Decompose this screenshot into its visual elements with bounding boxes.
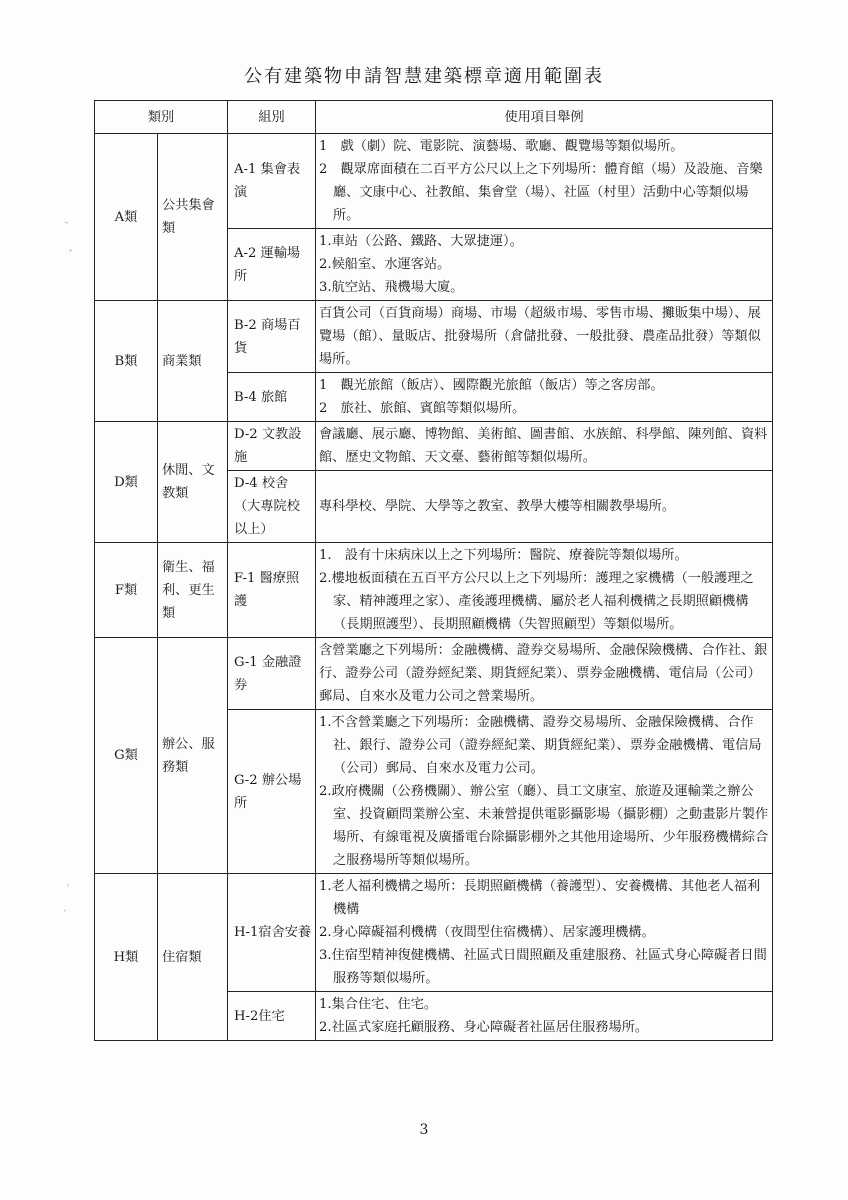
group-cell: H-2住宅	[228, 992, 316, 1041]
usage-cell	[316, 229, 773, 301]
scan-mark: ˇ	[68, 250, 73, 261]
usage-item: 1.車站（公路、鐵路、大眾捷運）。	[319, 234, 523, 249]
group-cell: H-1宿舍安養	[228, 874, 316, 992]
usage-cell	[316, 301, 773, 373]
subcategory-cell: 公共集會類	[158, 134, 228, 301]
document-title: 公有建築物申請智慧建築標章適用範圍表	[244, 66, 604, 87]
group-cell: G-1 金融證券	[228, 638, 316, 710]
group-cell: B-4 旅館	[228, 373, 316, 422]
group-cell: B-2 商場百貨	[228, 301, 316, 373]
scan-mark: ˉ	[64, 222, 69, 233]
usage-cell	[316, 134, 773, 229]
scan-mark: ˋ	[66, 885, 71, 896]
category-cell: B類	[95, 301, 158, 422]
table-row	[95, 422, 773, 471]
subcategory-cell: 休閒、文教類	[158, 422, 228, 543]
group-cell: G-2 辦公場所	[228, 710, 316, 874]
usage-item: 2 觀眾席面積在二百平方公尺以上之下列場所：體育館（場）及設施、音樂廳、文康中心、社教館、集會堂（場）、社區（村里）活動中心等類似場所。	[319, 162, 763, 223]
category-cell: G類	[95, 638, 158, 874]
group-cell: A-1 集會表演	[228, 134, 316, 229]
usage-item: 2 旅社、旅館、賓館等類似場所。	[319, 401, 526, 416]
scope-table	[94, 100, 773, 1041]
usage-item: 2.政府機關（公務機關）、辦公室（廳）、員工文康室、旅遊及運輸業之辦公室、投資顧問業辦公室、未兼營提供電影攝影場（攝影棚）之動畫影片製作場所、有線電視及廣播電台除攝影棚外之其他用途場所、少年服務機構綜合之服務場所等類似場所。	[319, 784, 769, 868]
usage-cell	[316, 710, 773, 874]
table-body	[95, 134, 773, 1041]
usage-item: 1 觀光旅館（飯店）、國際觀光旅館（飯店）等之客房部。	[319, 378, 664, 393]
usage-item: 專科學校、學院、大學等之教室、教學大樓等相關教學場所。	[319, 499, 676, 514]
usage-cell	[316, 638, 773, 710]
usage-cell	[316, 471, 773, 543]
usage-item: 1.集合住宅、住宅。	[319, 997, 438, 1012]
usage-item: 2.社區式家庭托顧服務、身心障礙者社區居住服務場所。	[319, 1020, 649, 1035]
usage-item: 會議廳、展示廳、博物館、美術館、圖書館、水族館、科學館、陳列館、資料館、歷史文物館、天文臺、藝術館等類似場所。	[319, 427, 768, 465]
usage-item: 百貨公司（百貨商場）商場、市場（超級市場、零售市場、攤販集中場）、展覽場（館）、量販店、批發場所（倉儲批發、一般批發、農產品批發）等類似場所。	[319, 306, 761, 367]
usage-cell	[316, 422, 773, 471]
group-cell: D-2 文教設施	[228, 422, 316, 471]
table-row	[95, 638, 773, 710]
category-cell: A類	[95, 134, 158, 301]
usage-item: 2.樓地板面積在五百平方公尺以上之下列場所：護理之家機構（一般護理之家、精神護理之家）、產後護理機構、屬於老人福利機構之長期照顧機構（長期照護型）、長期照顧機構（失智照顧型）等類似場所。	[319, 571, 754, 632]
table-row	[95, 874, 773, 992]
table-row	[95, 134, 773, 229]
usage-item: 1.不含營業廳之下列場所：金融機構、證券交易場所、金融保險機構、合作社、銀行、證券公司（證券經紀業、期貨經紀業）、票券金融機構、電信局（公司）郵局、自來水及電力公司。	[319, 715, 762, 776]
category-cell: H類	[95, 874, 158, 1041]
group-cell: A-2 運輸場所	[228, 229, 316, 301]
usage-item: 2.候船室、水運客站。	[319, 257, 451, 272]
header-group: 組別	[228, 101, 316, 134]
usage-item: 2.身心障礙福利機構（夜間型住宿機構）、居家護理機構。	[319, 925, 655, 940]
table-row	[95, 543, 773, 638]
usage-item: 含營業廳之下列場所：金融機構、證券交易場所、金融保險機構、合作社、銀行、證券公司（證券經紀業、期貨經紀業）、票券金融機構、電信局（公司）郵局、自來水及電力公司之營業場所。	[319, 643, 768, 704]
page-number: 3	[419, 1122, 429, 1138]
group-cell: F-1 醫療照護	[228, 543, 316, 638]
usage-item: 1 戲（劇）院、電影院、演藝場、歌廳、觀覽場等類似場所。	[319, 139, 684, 154]
usage-item: 3.住宿型精神復健機構、社區式日間照顧及重建服務、社區式身心障礙者日間服務等類似場所。	[319, 948, 767, 986]
usage-cell	[316, 373, 773, 422]
scan-mark: ˊ	[62, 910, 67, 921]
subcategory-cell: 辦公、服務類	[158, 638, 228, 874]
usage-item: 3.航空站、飛機場大廈。	[319, 280, 464, 295]
subcategory-cell: 商業類	[158, 301, 228, 422]
usage-cell	[316, 874, 773, 992]
table-row	[95, 301, 773, 373]
group-cell: D-4 校舍（大專院校以上）	[228, 471, 316, 543]
subcategory-cell: 衛生、福利、更生類	[158, 543, 228, 638]
usage-item: 1.老人福利機構之場所：長期照顧機構（養護型）、安養機構、其他老人福利機構	[319, 879, 761, 917]
header-category: 類別	[95, 101, 228, 134]
subcategory-cell: 住宿類	[158, 874, 228, 1041]
category-cell: D類	[95, 422, 158, 543]
usage-cell	[316, 543, 773, 638]
header-usage: 使用項目舉例	[316, 101, 773, 134]
category-cell: F類	[95, 543, 158, 638]
table-header-row	[95, 101, 773, 134]
usage-item: 1. 設有十床病床以上之下列場所：醫院、療養院等類似場所。	[319, 548, 688, 563]
usage-cell	[316, 992, 773, 1041]
